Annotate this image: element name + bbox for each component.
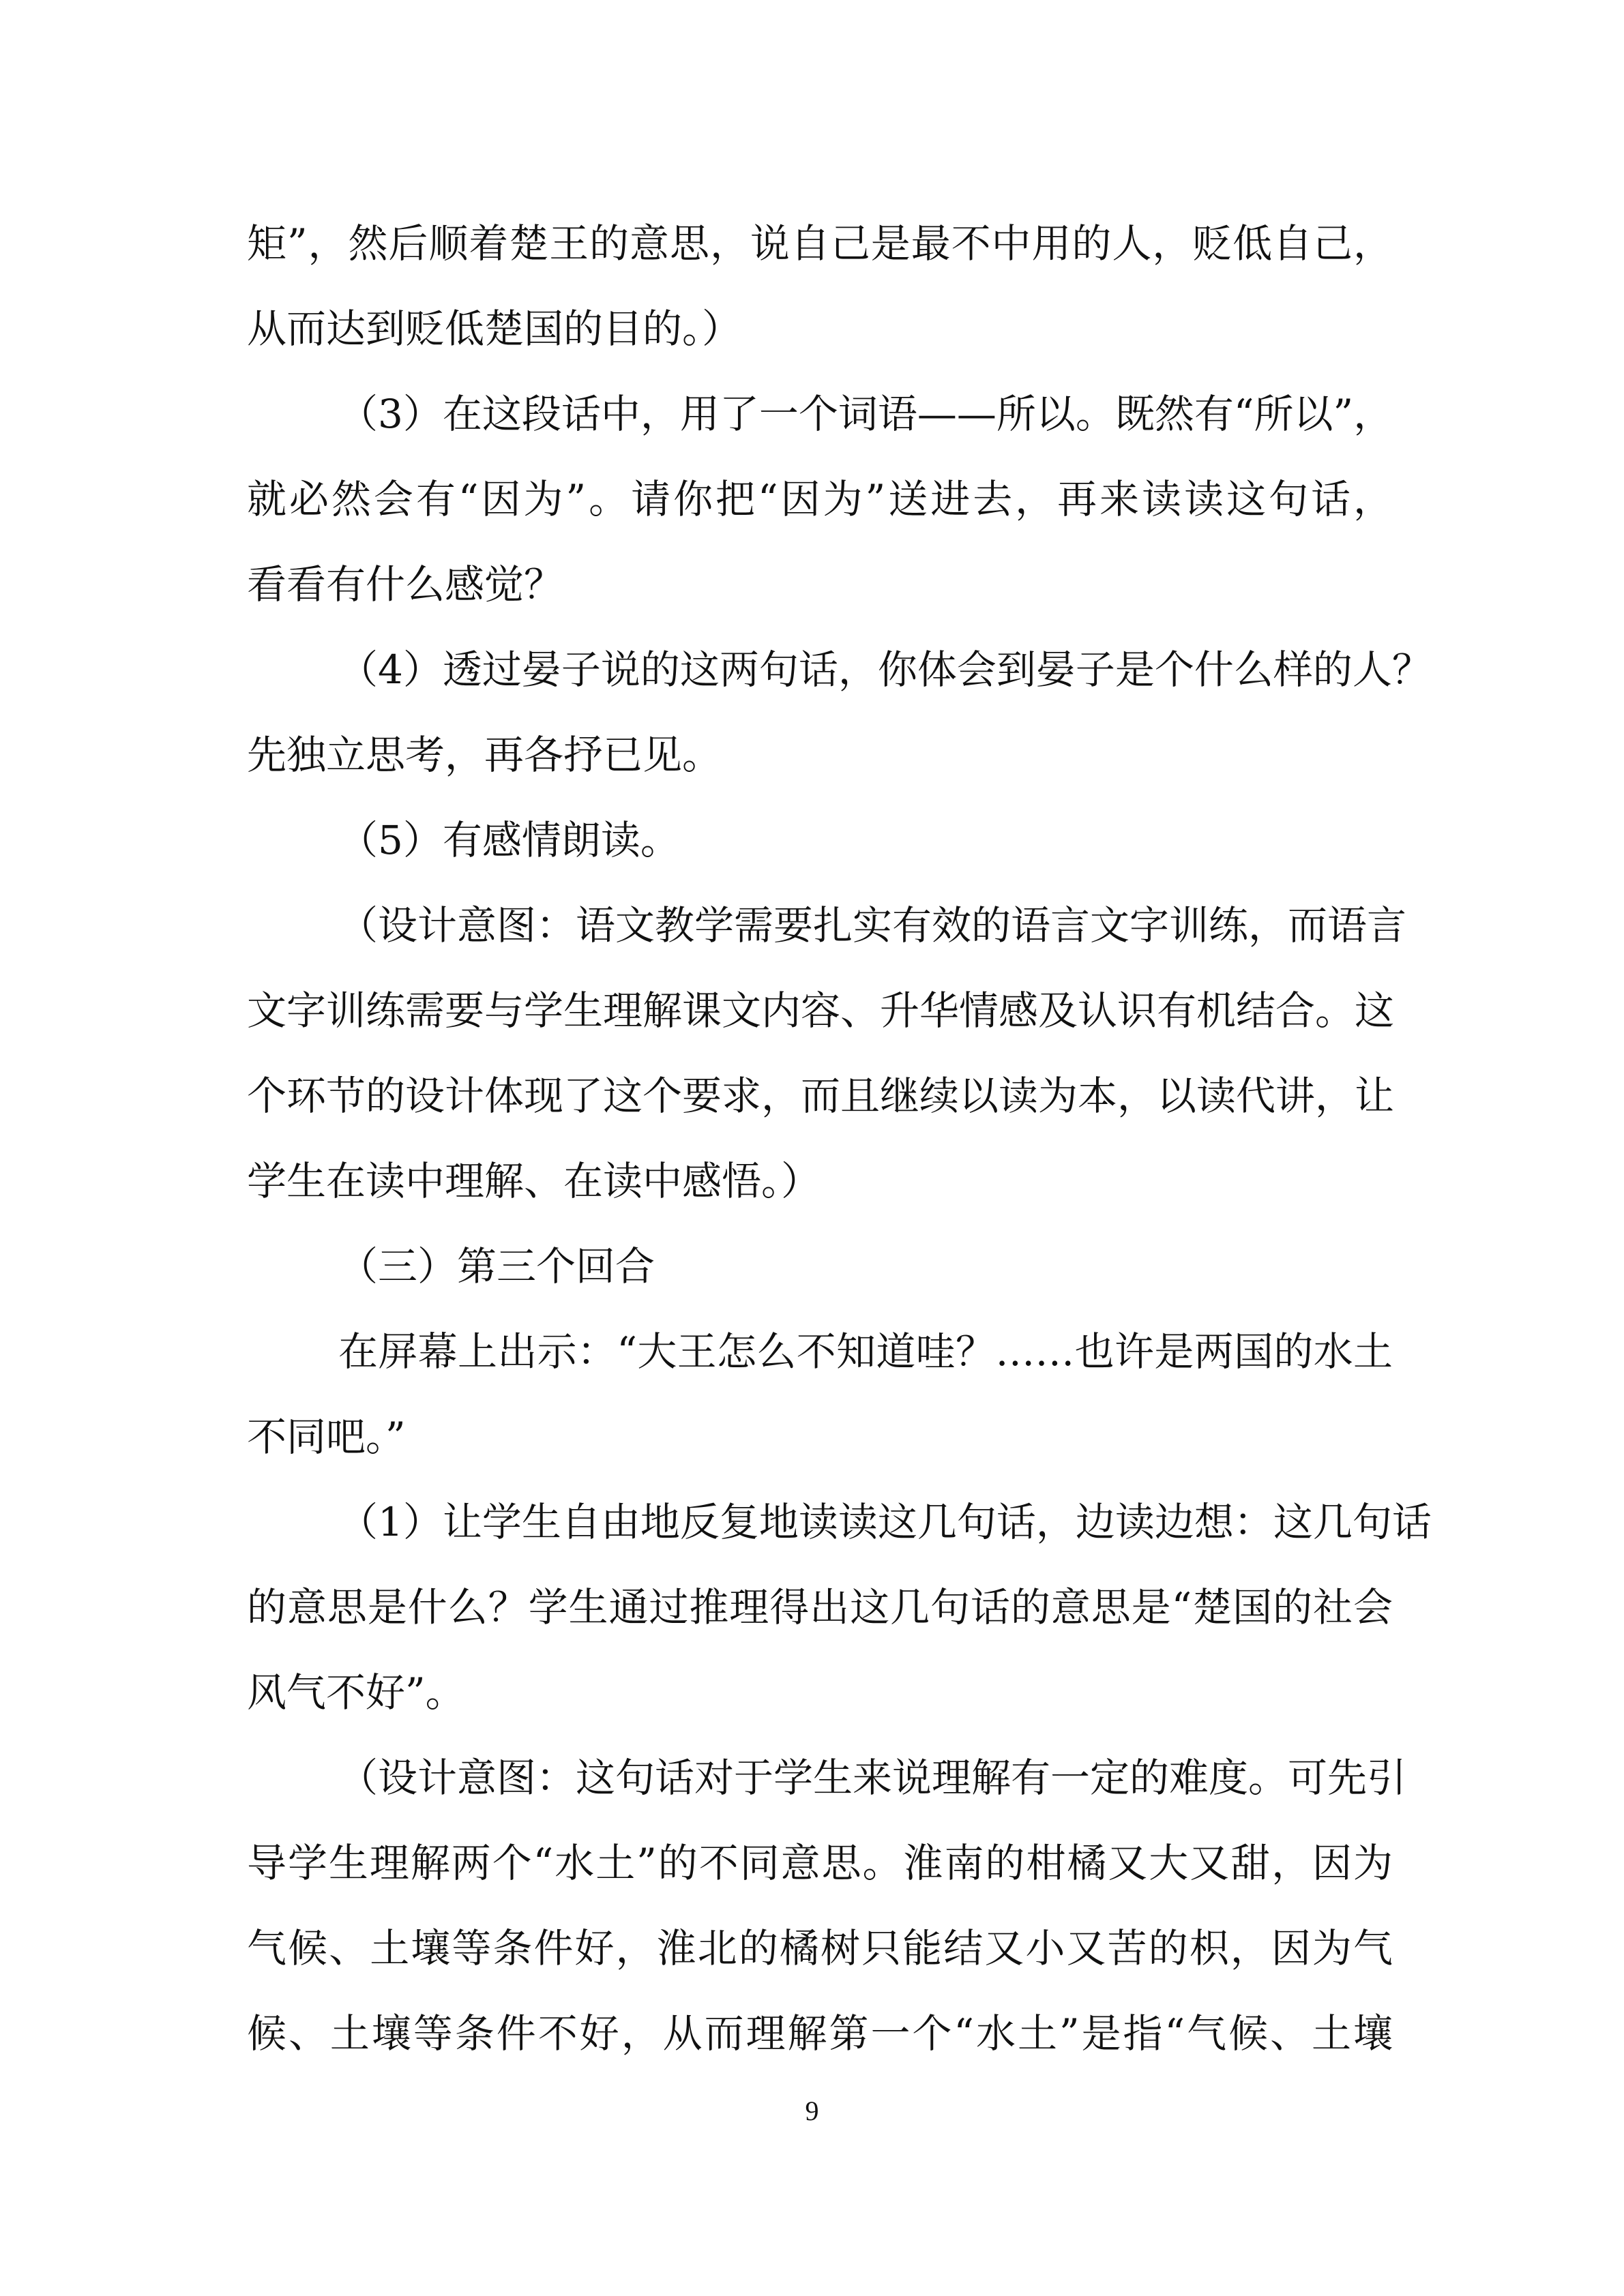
body-line: 从而达到贬低楚国的目的。） [247, 305, 742, 352]
body-line: 的意思是什么？学生通过推理得出这几句话的意思是“楚国的社会 [247, 1584, 1393, 1630]
body-line: 不同吧。” [247, 1414, 406, 1460]
page-number: 9 [805, 2096, 819, 2126]
body-line: 风气不好”。 [247, 1669, 465, 1716]
body-line: 学生在读中理解、在读中感悟。） [247, 1158, 821, 1204]
body-line: 先独立思考，再各抒已见。 [247, 732, 722, 778]
body-line: 个环节的设计体现了这个要求，而且继续以读为本，以读代讲，让 [247, 1073, 1395, 1119]
body-line: （1）让学生自由地反复地读读这几句话，边读边想：这几句话 [338, 1499, 1432, 1545]
body-line: （设计意图：这句话对于学生来说理解有一定的难度。可先引 [338, 1755, 1407, 1801]
body-line: （4）透过晏子说的这两句话，你体会到晏子是个什么样的人？ [338, 646, 1432, 693]
body-line: 看看有什么感觉？ [247, 561, 564, 608]
body-line: （3）在这段话中，用了一个词语——所以。既然有“所以”， [338, 391, 1393, 437]
body-line: 就必然会有“因为”。请你把“因为”送进去，再来读读这句话， [247, 476, 1393, 522]
body-line: （5）有感情朗读。 [338, 817, 680, 863]
body-line: 气候、土壤等条件好，淮北的橘树只能结又小又苦的枳，因为气 [247, 1925, 1393, 1971]
body-line: 候、土壤等条件不好，从而理解第一个“水土”是指“气候、土壤 [247, 2010, 1393, 2057]
body-line: （设计意图：语文教学需要扎实有效的语言文字训练，而语言 [338, 902, 1407, 949]
body-line: 在屏幕上出示：“大王怎么不知道哇？……也许是两国的水土 [338, 1328, 1393, 1375]
body-line: 文字训练需要与学生理解课文内容、升华情感及认识有机结合。这 [247, 987, 1395, 1034]
body-line: 矩”，然后顺着楚王的意思，说自己是最不中用的人，贬低自己， [247, 220, 1393, 267]
body-line: 导学生理解两个“水土”的不同意思。淮南的柑橘又大又甜，因为 [247, 1840, 1393, 1886]
section-heading: （三）第三个回合 [338, 1243, 655, 1289]
